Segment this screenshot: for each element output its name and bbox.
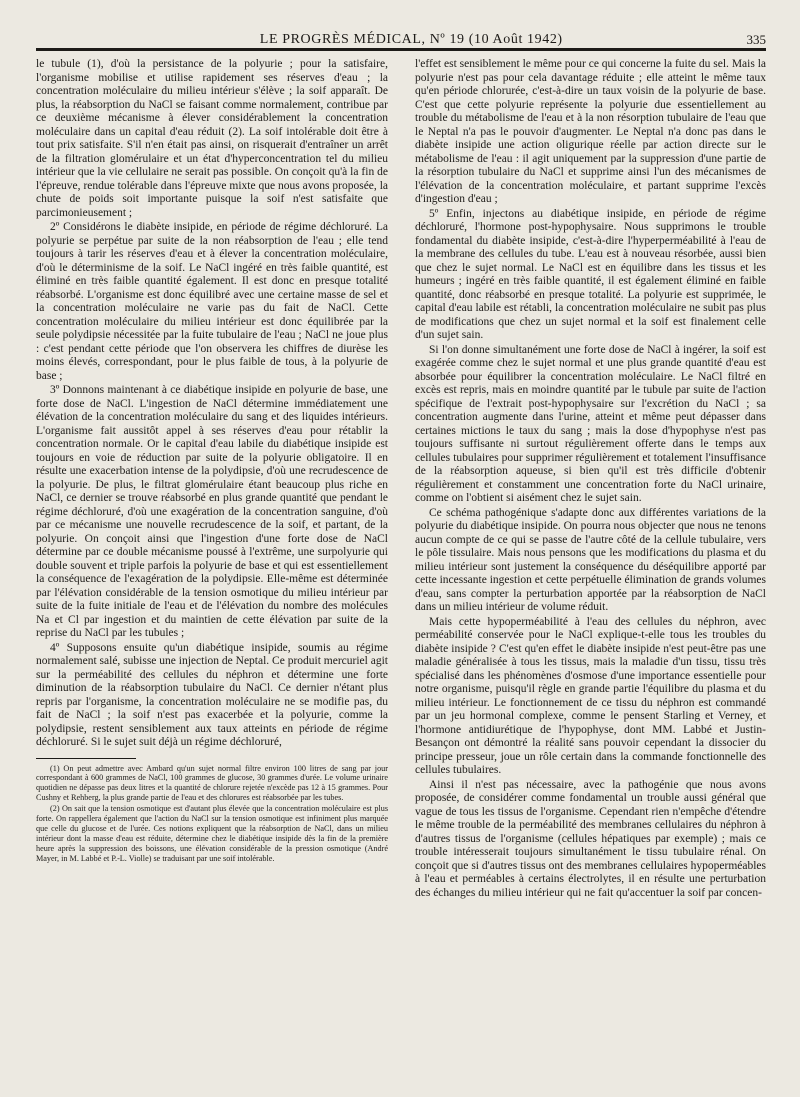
footnote: (1) On peut admettre avec Ambard qu'un sujet normal filtre environ 100 litres de sang par jour correspondant à 600 grammes de NaCl, 100 grammes de glucose, 30 grammes d'urée. Le volume urinaire quotidien ne dépasse pas deux litres et la quantité de chlorure rejetée n'excède pas 12 à 15 grammes. Pour Cushny et Rehberg, la plus grande partie de l'eau et des chlorures est réabsorbée par les tubes. [36,763,388,803]
paragraph: l'effet est sensiblement le même pour ce qui concerne la fuite du sel. Mais la polyurie n'est pas pour cela davantage réduite ; elle atteint le même taux qu'en période chlorurée, c'est-à-dire un taux voisin de la polyurie de base. C'est que cette polyurie représente la polyurie due essentiellement au trouble du métabolisme de l'eau et à la non résorption tubulaire de l'eau que le Neptal n'a pas le pouvoir d'augmenter. Le Neptal n'a donc pas dans le diabète insipide une action oligurique réelle par action directe sur le métabolisme de l'eau : il agit uniquement par la suppression d'une partie de la résorption tubulaire du NaCl et supprime ainsi l'un des mécanismes de l'élévation de la concentration moléculaire, et partant supprime l'excès d'ingestion d'eau ; [415,58,766,205]
paragraph: Ce schéma pathogénique s'adapte donc aux différentes variations de la polyurie du diabétique insipide. On pourra nous objecter que nous ne tenons aucun compte de ce qui se passe de l'autre côté de la cellule tubulaire, vers le pôle tissulaire. Mais nous pensons que les modifications du plasma et du milieu intérieur sont justement la conséquence du déséquilibre apporté par cette incessante ingestion et cette perpétuelle élimination de grands volumes d'eau, sans compter la perturbation apportée par la réabsorption de NaCl dans un milieu intérieur de volume réduit. [415,506,766,613]
paragraph: Ainsi il n'est pas nécessaire, avec la pathogénie que nous avons proposée, de considérer comme fondamental un trouble aussi général que vague de tous les tissus de l'organisme. Cependant rien n'empêche d'étendre le même trouble de la perméabilité des membranes cellulaires du néphron à d'autres tissus de l'organisme (cellules hépatiques par exemple) ; mais ce trouble intéresserait toujours simultanément le tissu tubulaire rénal. On conçoit que si d'autres tissus ont des membranes cellulaires hypoperméables à l'eau et perméables à certains électrolytes, il en résulte une perturbation des échanges du milieu intérieur qui ne fait qu'accentuer la soif par concen- [415,778,766,899]
header-rule [36,48,766,51]
footnote-rule [36,758,136,759]
page-number: 335 [746,32,766,47]
paragraph: le tubule (1), d'où la persistance de la polyurie ; pour la satisfaire, l'organisme mobilise et utilise rapidement ses réserves d'eau ; la concentration moléculaire du milieu intérieur s'élève ; la soif apparaît. De plus, la réabsorption du NaCl se faisant comme normalement, contribue par ce deuxième mécanisme à élever considérablement la concentration moléculaire dans un capital d'eau réduit (2). La soif intolérable doit être à tout prix satisfaite. S'il n'en était pas ainsi, on risquerait d'entraîner un arrêt de la filtration glomérulaire et un état d'hyperconcentration tel du milieu intérieur que la vie cellulaire ne serait pas possible. On conçoit qu'à la fin de l'épreuve, rendue tolérable dans l'épreuve mixte que nous avons proposée, la chute de poids soit importante puisque la soif n'est satisfaite que parcimonieusement ; [36,58,388,219]
left-column [36,58,388,865]
journal-title: LE PROGRÈS MÉDICAL, Nº 19 (10 Août 1942) [259,32,563,47]
paragraph: Si l'on donne simultanément une forte dose de NaCl à ingérer, la soif est exagérée comme chez le sujet normal et une plus grande quantité d'eau est absorbée pour équilibrer la concentration moléculaire. Le NaCl filtré en excès est repris, mais en moindre quantité par le tubule par suite de l'action spécifique de l'extrait post-hypophysaire sur l'excrétion du NaCl ; sa concentration augmente dans l'urine, atteint et même peut dépasser dans certaines mictions le taux du sang ; mais la dose d'hypophyse n'est pas toujours suffisante ni surtout régulièrement offerte dans le temps aux cellules tubulaires pour supprimer régulièrement et totalement l'insuffisance de la réabsorption aqueuse, si bien qu'il est très difficile d'obtenir régulièrement et constamment une concentration forte du NaCl urinaire, comme on l'obtient si aisément chez le sujet sain. [415,343,766,504]
footnote: (2) On sait que la tension osmotique est d'autant plus élevée que la concentration moléculaire est plus forte. On rappellera également que l'action du NaCl sur la tension osmotique est infiniment plus marquée que celle du glucose et de l'urée. Ces notions expliquent que la réabsorption de NaCl, dans un milieu intérieur dont la masse d'eau est réduite, détermine chez le diabétique insipide dès la fin de la première heure après la suppression des boissons, une élévation considérable de la pression osmotique (André Mayer, in M. Labbé et P.-L. Violle) se traduisant par une soif intolérable. [36,804,388,863]
paragraph: Mais cette hypoperméabilité à l'eau des cellules du néphron, avec perméabilité conservée pour le NaCl explique-t-elle tous les troubles du diabète insipide ? C'est qu'en effet le diabète insipide n'est peut-être pas une maladie généralisée à tous les tissus, mais la maladie d'un tissu, tissu très spécialisé dans les phénomènes d'osmose d'une importance essentielle pour notre organisme, puisqu'il règle en grande partie l'équilibre du plasma et du milieu intérieur. Le fonctionnement de ce tissu du néphron est commandé par un jeu hormonal complexe, comme le pensent Starling et Verney, et l'hormone antidiurétique de l'hypophyse, dont MM. Labbé et Justin-Besançon ont démontré la réalité sans pouvoir cependant la dissocier du principe presseur, joue un rôle certain dans la commande fonctionnelle des cellules tubulaires. [415,615,766,776]
paragraph: 3º Donnons maintenant à ce diabétique insipide en polyurie de base, une forte dose de NaCl. L'ingestion de NaCl détermine immédiatement une élévation de la concentration moléculaire du sang et des liquides intérieurs. L'organisme fait aussitôt appel à ses réserves d'eau pour rétablir la concentration normale. Or le capital d'eau labile du diabétique insipide est toujours en voie de réduction par suite de la polyurie obligatoire. Il en résulte une exacerbation intense de la polydipsie, d'où une recrudescence de la polyurie. De plus, le filtrat glomérulaire étant beaucoup plus riche en NaCl, ce dernier se trouve réabsorbé en plus grande quantité que pendant le régime déchloruré, d'où une exagération de la concentration sanguine, d'où par ce mécanisme une nouvelle recrudescence de la soif, et partant, de la polyurie. On conçoit ainsi que l'ingestion d'une forte dose de NaCl détermine par ce double mécanisme poussé à l'extrême, une surpolyurie qui double souvent et triple parfois la polyurie de base et qui est essentiellement la conséquence de l'exagération de la polydipsie. Elle-même est déterminée par l'élévation considérable de la tension osmotique du milieu intérieur par suite de la fuite initiale de l'eau et de l'élévation du nombre des molécules Na et Cl par ingestion et du maintien de cette élévation par suite de la reprise du NaCl par les tubules ; [36,384,388,639]
right-column [415,58,766,901]
paragraph: 4º Supposons ensuite qu'un diabétique insipide, soumis au régime normalement salé, subisse une injection de Neptal. Ce produit mercuriel agit sur la perméabilité des cellules du néphron et détermine une forte diminution de la réabsorption tubulaire du NaCl. Ce dernier n'étant plus repris par l'organisme, la concentration moléculaire ne se modifie pas, du fait de NaCl ; la soif n'est pas exacerbée et la polyurie, comme la polydipsie, restent sensiblement aux taux atteints en période de régime déchloruré. Si le sujet suit déjà un régime déchloruré, [36,641,388,748]
paragraph: 2º Considérons le diabète insipide, en période de régime déchloruré. La polyurie se perpétue par suite de la non réabsorption de l'eau ; elle tend toujours à tarir les réserves d'eau et à élever la concentration moléculaire, d'où le déterminisme de la soif. Le NaCl ingéré en très faible quantité, est éliminé en très faible quantité également. Il est donc en presque totalité réabsorbé. L'organisme est donc équilibré avec une certaine masse de sel et la concentration moléculaire ne varie pas du fait de NaCl. Cette concentration moléculaire du milieu intérieur est donc équilibrée par la seule polydipsie nécessitée par la fuite tubulaire de l'eau ; NaCl ne joue plus : c'est pendant cette période que l'on observera les chiffres de diurèse les moins élevés, correspondant, pour le plus faible de tous, à la polyurie de base ; [36,221,388,382]
running-header [36,26,766,48]
paragraph: 5º Enfin, injectons au diabétique insipide, en période de régime déchloruré, l'hormone post-hypophysaire. Nous supprimons le trouble fondamental du diabète insipide, c'est-à-dire l'hyperperméabilité à l'eau de la membrane des cellules du tube. L'eau est à nouveau résorbée, aussi bien que chez le sujet normal. Le NaCl est en équilibre dans les tissus et les humeurs ; ingéré en très faible quantité, il est également éliminé en faible quantité, donc réabsorbé en presque totalité. La polyurie est supprimée, le capital d'eau labile est rétabli, la concentration moléculaire ne subit pas plus de modifications que chez un sujet normal et la soif est finalement celle d'un sujet sain. [415,207,766,341]
